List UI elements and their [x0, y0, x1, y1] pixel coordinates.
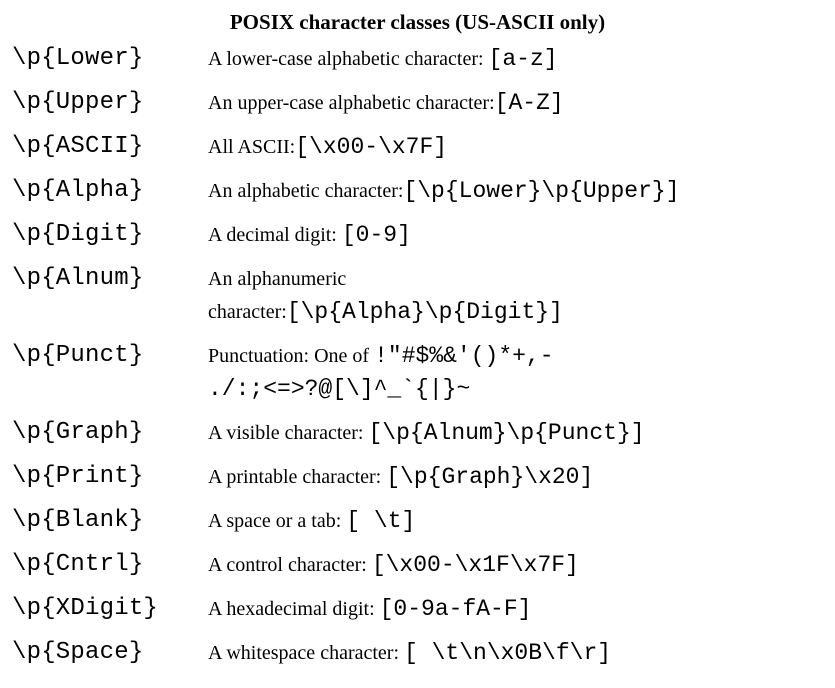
table-row	[0, 339, 835, 416]
description-line	[208, 372, 828, 405]
description-line	[208, 174, 828, 207]
class-description	[208, 460, 828, 493]
class-name: \p{ASCII}	[12, 133, 144, 160]
table-row	[0, 548, 835, 592]
class-name: \p{Print}	[12, 463, 144, 490]
class-description	[208, 262, 828, 328]
description-code: [0-9]	[341, 222, 411, 248]
description-text: A space or a tab:	[208, 510, 347, 532]
description-text: A printable character:	[208, 466, 387, 488]
description-code: [\p{Alnum}\p{Punct}]	[368, 420, 645, 446]
description-code: !"#$%&'()*+,-	[374, 343, 554, 369]
table-row	[0, 130, 835, 174]
class-description	[208, 130, 828, 163]
description-code: [\p{Lower}\p{Upper}]	[403, 178, 680, 204]
class-description	[208, 218, 828, 251]
table-row	[0, 504, 835, 548]
class-name: \p{Lower}	[12, 45, 144, 72]
table-row	[0, 86, 835, 130]
description-code: [a-z]	[488, 46, 558, 72]
class-description	[208, 416, 828, 449]
description-line	[208, 636, 828, 669]
description-code: [\x00-\x7F]	[295, 134, 448, 160]
description-code: [\x00-\x1F\x7F]	[371, 552, 579, 578]
description-code: [ \t]	[346, 508, 416, 534]
class-name: \p{Graph}	[12, 419, 144, 446]
description-line	[208, 416, 828, 449]
description-line	[208, 295, 828, 328]
class-name: \p{Alpha}	[12, 177, 144, 204]
description-code: [\p{Alpha}\p{Digit}]	[286, 299, 563, 325]
table-row	[0, 592, 835, 636]
description-text: character:	[208, 301, 287, 323]
class-description	[208, 174, 828, 207]
description-text: A control character:	[208, 554, 372, 576]
description-text: All ASCII:	[208, 136, 296, 158]
description-line	[208, 592, 828, 625]
description-line	[208, 130, 828, 163]
table-row	[0, 262, 835, 339]
section-title: POSIX character classes (US-ASCII only)	[229, 10, 606, 34]
class-name: \p{Blank}	[12, 507, 144, 534]
description-text: An alphanumeric	[208, 268, 347, 290]
description-text: A whitespace character:	[208, 642, 405, 664]
description-line	[208, 339, 828, 372]
table-row	[0, 460, 835, 504]
class-description	[208, 339, 828, 405]
description-code: [ \t\n\x0B\f\r]	[404, 640, 612, 666]
class-description	[208, 548, 828, 581]
description-code: [A-Z]	[494, 90, 564, 116]
class-description	[208, 592, 828, 625]
class-description	[208, 504, 828, 537]
description-text: An alphabetic character:	[208, 180, 404, 202]
table-row	[0, 636, 835, 680]
class-name: \p{Punct}	[12, 342, 144, 369]
description-text: Punctuation: One of	[208, 345, 375, 367]
description-code: [0-9a-fA-F]	[379, 596, 532, 622]
description-line	[208, 218, 828, 251]
description-text: A visible character:	[208, 422, 369, 444]
description-code: ./:;<=>?@[\]^_`{|}~	[208, 376, 471, 402]
description-line	[208, 504, 828, 537]
description-text: An upper-case alphabetic character:	[208, 92, 495, 114]
class-name: \p{Space}	[12, 639, 144, 666]
description-text: A lower-case alphabetic character:	[208, 48, 489, 70]
class-description	[208, 636, 828, 669]
class-name: \p{Cntrl}	[12, 551, 144, 578]
table-row	[0, 174, 835, 218]
class-name: \p{Digit}	[12, 221, 144, 248]
table-row	[0, 42, 835, 86]
description-text: A hexadecimal digit:	[208, 598, 380, 620]
description-line	[208, 548, 828, 581]
description-line	[208, 86, 828, 119]
class-name: \p{Upper}	[12, 89, 144, 116]
class-description	[208, 42, 828, 75]
class-name: \p{Alnum}	[12, 265, 144, 292]
description-line	[208, 460, 828, 493]
class-description	[208, 86, 828, 119]
class-name: \p{XDigit}	[12, 595, 159, 622]
character-class-table	[0, 42, 835, 680]
table-row	[0, 416, 835, 460]
description-code: [\p{Graph}\x20]	[386, 464, 594, 490]
description-line	[208, 262, 828, 295]
description-text: A decimal digit:	[208, 224, 342, 246]
table-row	[0, 218, 835, 262]
description-line	[208, 42, 828, 75]
